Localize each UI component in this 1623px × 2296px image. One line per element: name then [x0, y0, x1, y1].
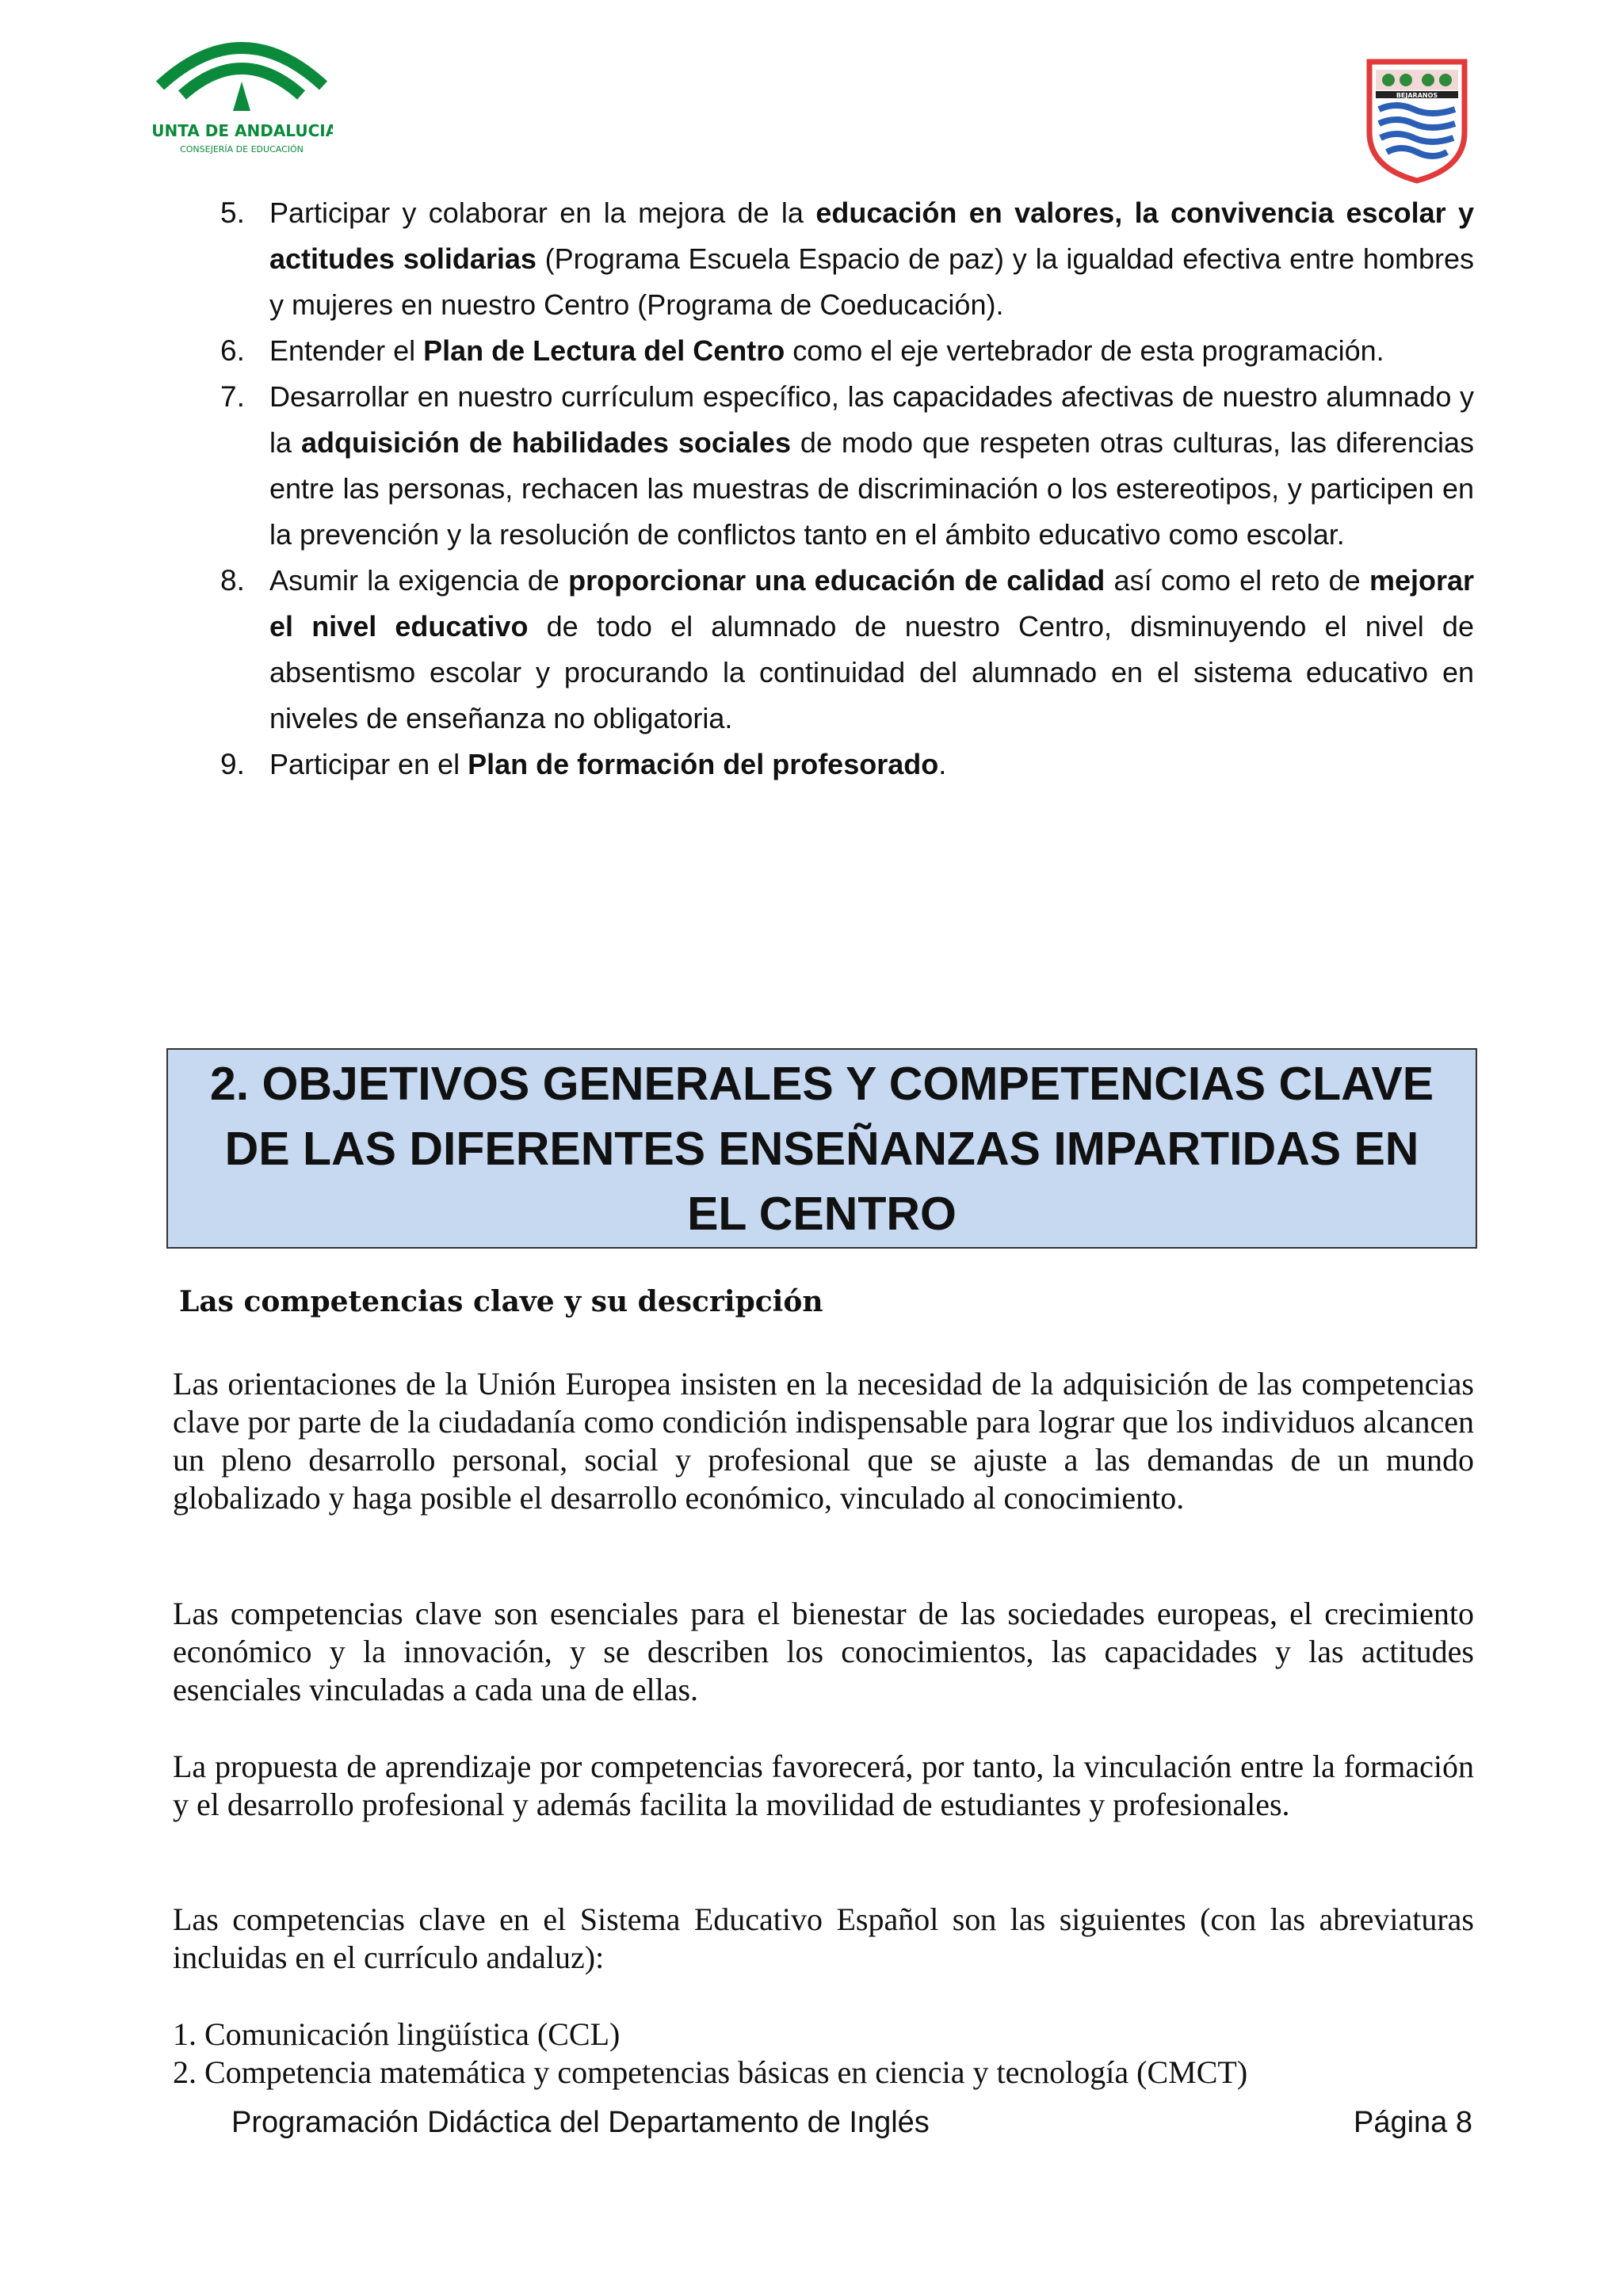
- list-item-number: 9.: [220, 748, 245, 780]
- crest-text: BEJARANOS: [1396, 92, 1438, 99]
- list-item: [220, 328, 1474, 374]
- list-item-number: 7.: [220, 380, 245, 413]
- list-item: [220, 742, 1474, 788]
- list-item-bold-text: adquisición de habilidades sociales: [300, 426, 791, 459]
- competencia-item-2: 2. Competencia matemática y competencias básicas en ciencia y tecnología (CMCT): [173, 2054, 1248, 2090]
- list-item-number: 8.: [220, 564, 245, 597]
- list-item-text: Asumir la exigencia de: [269, 564, 569, 597]
- competencia-item-1: 1. Comunicación lingüística (CCL): [173, 2016, 621, 2052]
- junta-andalucia-logo: [151, 22, 333, 161]
- subheading: Las competencias clave y su descripción: [179, 1285, 823, 1318]
- logo-title: JUNTA DE ANDALUCIA: [151, 121, 333, 140]
- list-item-bold-text: educación en valores, la convivencia escolar y actitudes solidarias: [269, 196, 1475, 275]
- list-item-bold-text: mejorar el nivel educativo: [269, 564, 1475, 643]
- paragraph-3: La propuesta de aprendizaje por competencias favorecerá, por tanto, la vinculación entre la formación y el desarrollo profesional y además facilita la movilidad de estudiantes y profesionales.: [173, 1749, 1474, 1822]
- section-heading-box: [166, 1048, 1477, 1249]
- list-item-text: de modo que respeten otras culturas, las diferencias entre las personas, rechacen las muestras de discriminación o los estereotipos, y participen en la prevención y la resolución de conflictos tanto en el ámbito educativo como escolar.: [269, 426, 1474, 551]
- list-item-text: Desarrollar en nuestro currículum específico, las capacidades afectivas de nuestro alumnado y la: [269, 380, 1474, 459]
- page-number: Página 8: [1353, 2106, 1472, 2139]
- logo-subtitle: CONSEJERÍA DE EDUCACIÓN: [180, 144, 304, 154]
- list-item-text: de todo el alumnado de nuestro Centro, disminuyendo el nivel de absentismo escolar y procurando la continuidad del alumnado en el sistema educativo en niveles de enseñanza no obligatoria.: [269, 610, 1474, 734]
- list-item-bold-text: Plan de Lectura del Centro: [423, 334, 785, 367]
- school-crest-logo: [1365, 57, 1469, 184]
- list-item-text: (Programa Escuela Espacio de paz) y la igualdad efectiva entre hombres y mujeres en nuestro Centro (Programa de Coeducación).: [269, 242, 1474, 321]
- list-item-text: .: [938, 748, 947, 780]
- list-item-bold-text: Plan de formación del profesorado: [468, 748, 939, 780]
- list-item: [220, 374, 1474, 558]
- list-item-text: Entender el: [269, 334, 424, 367]
- paragraph-2: Las competencias clave son esenciales para el bienestar de las sociedades europeas, el crecimiento económico y la innovación, y se describen los conocimientos, las capacidades y las actitudes esenciales vinculadas a cada una de ellas.: [173, 1596, 1474, 1707]
- list-item-number: 6.: [220, 334, 245, 367]
- list-item-text: así como el reto de: [1105, 564, 1369, 597]
- list-item: [220, 190, 1474, 328]
- paragraph-4: Las competencias clave en el Sistema Educativo Español son las siguientes (con las abreviaturas incluidas en el currículo andaluz):: [173, 1901, 1474, 1975]
- list-item-number: 5.: [220, 196, 245, 229]
- list-item-bold-text: proporcionar una educación de calidad: [568, 564, 1106, 597]
- objectives-list: [220, 190, 1474, 788]
- list-item-text: como el eje vertebrador de esta programación.: [785, 334, 1384, 367]
- list-item: [220, 558, 1474, 742]
- footer-title: Programación Didáctica del Departamento de Inglés: [231, 2106, 930, 2139]
- paragraph-1: Las orientaciones de la Unión Europea insisten en la necesidad de la adquisición de las competencias clave por parte de la ciudadanía como condición indispensable para lograr que los individuos alcancen un pleno desarrollo personal, social y profesional que se ajuste a las demandas de un mundo globalizado y haga posible el desarrollo económico, vinculado al conocimiento.: [173, 1366, 1474, 1516]
- list-item-text: Participar y colaborar en la mejora de la: [269, 196, 816, 229]
- list-item-text: Participar en el: [269, 748, 468, 780]
- section-heading: 2. OBJETIVOS GENERALES Y COMPETENCIAS CLAVE DE LAS DIFERENTES ENSEÑANZAS IMPARTIDAS EN EL CENTRO: [209, 1057, 1434, 1240]
